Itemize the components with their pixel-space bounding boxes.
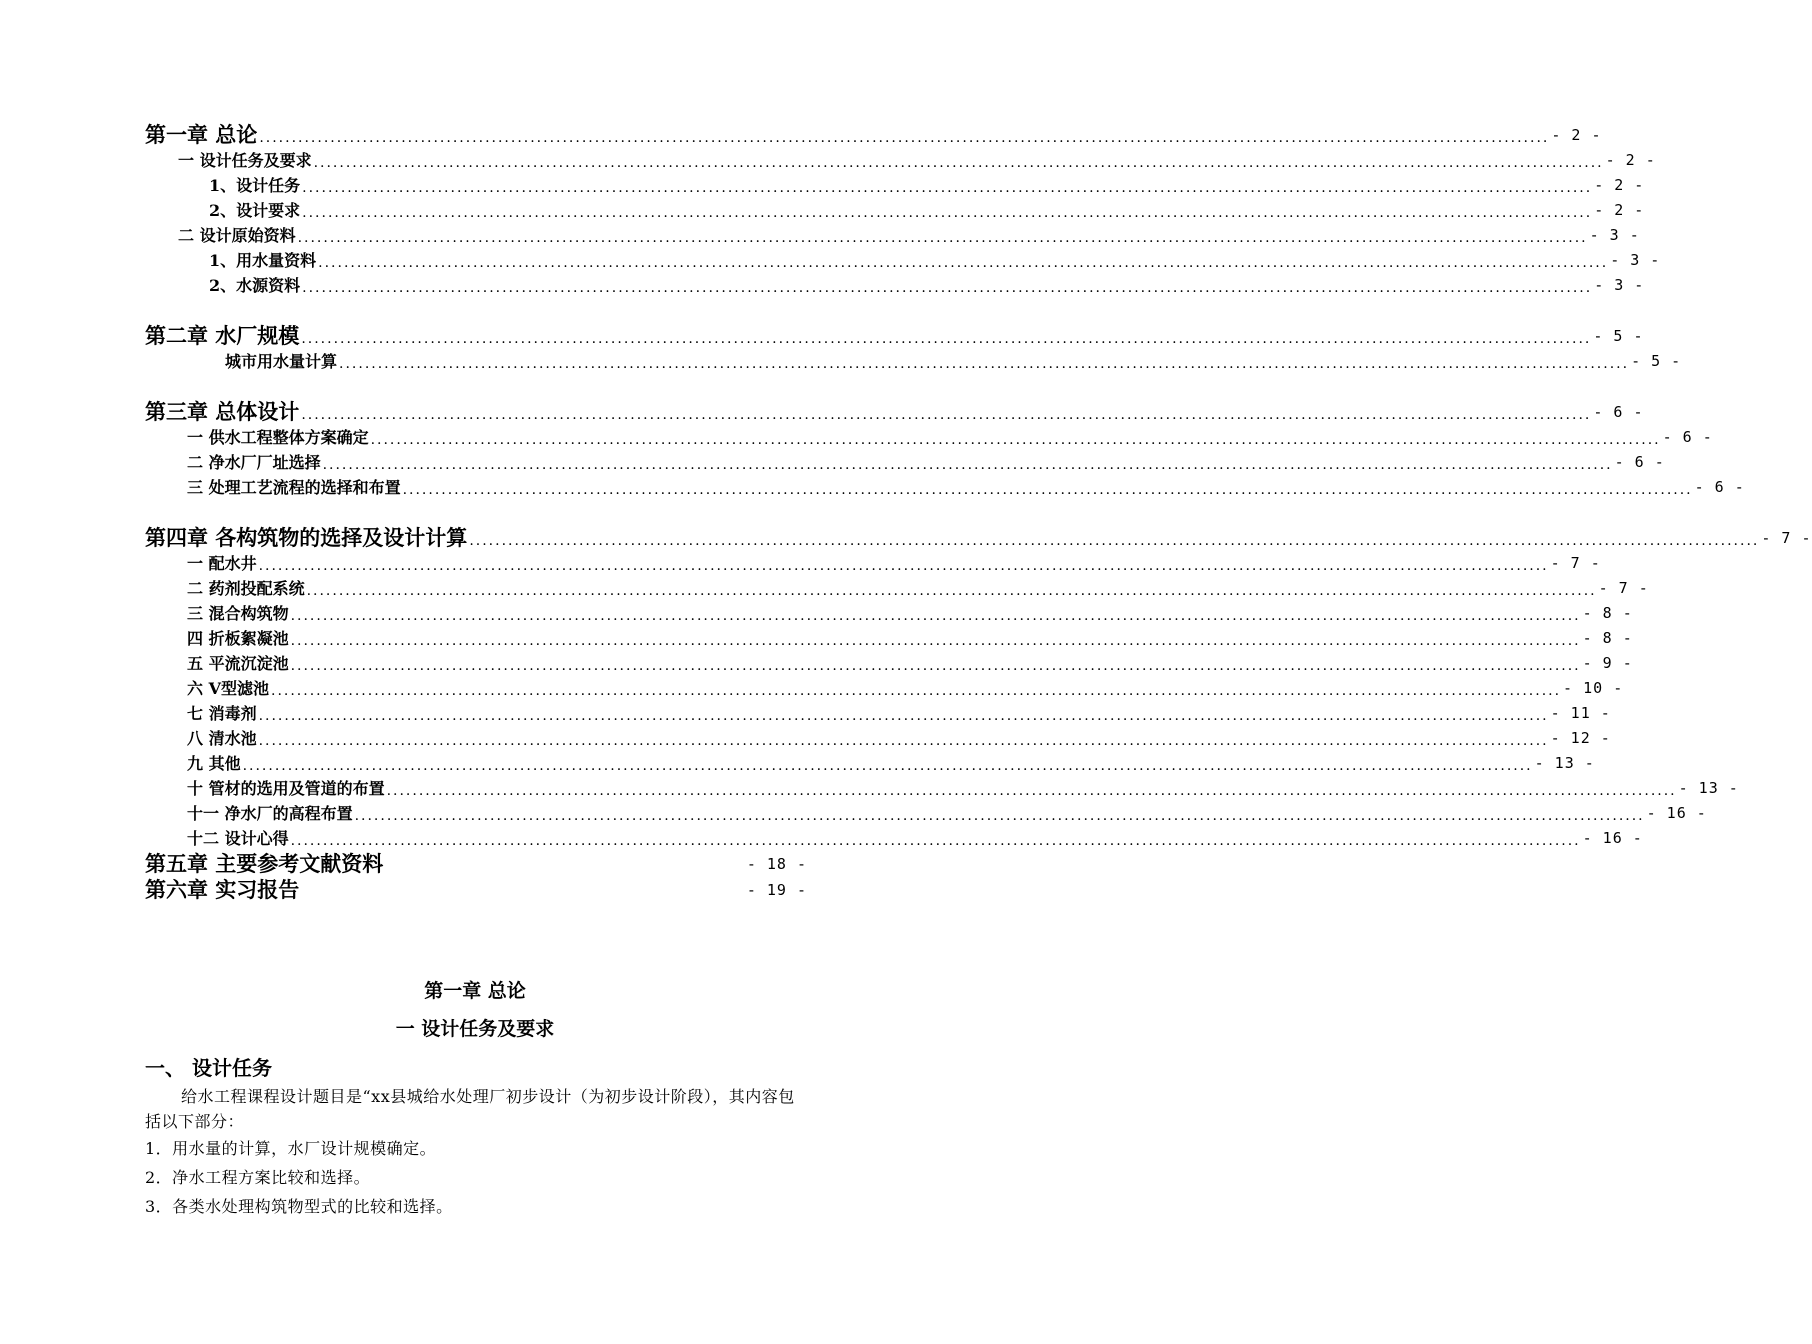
toc-dot-leader: ........................................................................................................................................................................................................ xyxy=(302,180,1593,196)
toc-entry-line[interactable] xyxy=(145,148,1656,173)
toc-dot-leader: ........................................................................................................................................................................................................ xyxy=(290,633,1581,649)
toc-entry-line[interactable] xyxy=(145,425,1713,450)
toc-page-number: - 2 - xyxy=(1551,126,1602,144)
toc-dot-leader: ........................................................................................................................................................................................................ xyxy=(339,356,1630,372)
toc-dot-leader: ........................................................................................................................................................................................................ xyxy=(354,808,1645,824)
toc-page-number: - 2 - xyxy=(1594,201,1645,219)
toc-label: 第六章 实习报告 xyxy=(145,877,300,902)
toc-page-number: - 7 - xyxy=(1550,554,1601,572)
toc-page-number: - 7 - xyxy=(1598,579,1649,597)
toc-label: 一 设计任务及要求 xyxy=(178,151,312,170)
toc-entry-line[interactable] xyxy=(145,651,1633,676)
toc-dot-leader: ........................................................................................................................................................................................................ xyxy=(302,205,1593,221)
toc-chapter-line[interactable] xyxy=(145,323,1644,349)
toc-label: 2、设计要求 xyxy=(209,201,301,220)
toc-entry-line[interactable] xyxy=(145,551,1601,576)
toc-entry-line[interactable] xyxy=(145,701,1611,726)
toc-page-number: - 11 - xyxy=(1550,704,1611,722)
toc-dot-leader: ........................................................................................................................................................................................................ xyxy=(301,331,1592,347)
toc-dot-leader: ........................................................................................................................................................................................................ xyxy=(290,658,1581,674)
toc-page-number: - 2 - xyxy=(1605,151,1656,169)
toc-dot-leader: ........................................................................................................................................................................................................ xyxy=(322,457,1613,473)
toc-label: 1、用水量资料 xyxy=(209,251,317,270)
toc-dot-leader: ........................................................................................................................................................................................................ xyxy=(297,230,1588,246)
toc-page-number: - 3 - xyxy=(1594,276,1645,294)
toc-dot-leader: ........................................................................................................................................................................................................ xyxy=(290,833,1581,849)
toc-label: 三 混合构筑物 xyxy=(187,604,289,623)
toc-page-number: - 8 - xyxy=(1582,604,1633,622)
toc-page-number: - 5 - xyxy=(1593,327,1644,345)
toc-entry-line[interactable] xyxy=(145,248,1661,273)
toc-label: 二 药剂投配系统 xyxy=(187,579,305,598)
toc-dot-leader: ........................................................................................................................................................................................................ xyxy=(271,683,1562,699)
table-of-contents xyxy=(145,122,1812,903)
toc-gap xyxy=(145,374,807,399)
toc-dot-leader: ........................................................................................................................................................................................................ xyxy=(258,708,1549,724)
toc-chapter-line[interactable] xyxy=(145,122,1602,148)
toc-chapter-line[interactable] xyxy=(145,851,807,877)
toc-entry-line[interactable] xyxy=(145,475,1745,500)
toc-label: 三 处理工艺流程的选择和布置 xyxy=(187,478,401,497)
toc-gap xyxy=(145,500,807,525)
toc-chapter-line[interactable] xyxy=(145,877,807,903)
toc-page-number: - 6 - xyxy=(1593,403,1644,421)
intro-paragraph: 给水工程课程设计题目是“xx县城给水处理厂初步设计（为初步设计阶段），其内容包括以下部分： xyxy=(145,1087,795,1131)
toc-page-number: - 19 - xyxy=(746,881,807,899)
toc-label: 十一 净水厂的高程布置 xyxy=(187,804,353,823)
chapter-title: 第一章 总论 xyxy=(424,980,526,1002)
toc-entry-line[interactable] xyxy=(145,776,1739,801)
toc-page-number: - 6 - xyxy=(1694,478,1745,496)
toc-label: 四 折板絮凝池 xyxy=(187,629,289,648)
toc-label: 第五章 主要参考文献资料 xyxy=(145,851,384,876)
toc-dot-leader: ........................................................................................................................................................................................................ xyxy=(242,758,1533,774)
toc-page-number: - 7 - xyxy=(1761,529,1812,547)
toc-label: 一 供水工程整体方案确定 xyxy=(187,428,369,447)
toc-label: 第二章 水厂规模 xyxy=(145,323,300,348)
list-item: 2．净水工程方案比较和选择。 xyxy=(145,1168,371,1187)
toc-dot-leader: ........................................................................................................................................................................................................ xyxy=(302,280,1593,296)
toc-page-number: - 6 - xyxy=(1662,428,1713,446)
toc-label: 十二 设计心得 xyxy=(187,829,289,848)
section-title: 一 设计任务及要求 xyxy=(395,1018,555,1040)
toc-entry-line[interactable] xyxy=(145,576,1649,601)
toc-entry-line[interactable] xyxy=(145,223,1640,248)
toc-entry-line[interactable] xyxy=(145,198,1645,223)
toc-label: 九 其他 xyxy=(187,754,241,773)
toc-dot-leader: ........................................................................................................................................................................................................ xyxy=(386,783,1677,799)
toc-entry-line[interactable] xyxy=(145,601,1633,626)
toc-dot-leader: ........................................................................................................................................................................................................ xyxy=(290,608,1581,624)
toc-entry-line[interactable] xyxy=(145,173,1645,198)
toc-page-number: - 6 - xyxy=(1614,453,1665,471)
toc-entry-line[interactable] xyxy=(145,349,1682,374)
toc-dot-leader: ........................................................................................................................................................................................................ xyxy=(258,733,1549,749)
toc-label: 五 平流沉淀池 xyxy=(187,654,289,673)
toc-label: 二 净水厂厂址选择 xyxy=(187,453,321,472)
toc-entry-line[interactable] xyxy=(145,273,1645,298)
toc-entry-line[interactable] xyxy=(145,801,1707,826)
toc-entry-line[interactable] xyxy=(145,751,1595,776)
toc-chapter-line[interactable] xyxy=(145,399,1644,425)
toc-label: 二 设计原始资料 xyxy=(178,226,296,245)
toc-page-number: - 12 - xyxy=(1550,729,1611,747)
toc-entry-line[interactable] xyxy=(145,450,1665,475)
toc-label: 第四章 各构筑物的选择及设计计算 xyxy=(145,525,468,550)
toc-label: 八 清水池 xyxy=(187,729,257,748)
toc-page-number: - 2 - xyxy=(1594,176,1645,194)
toc-label: 一 配水井 xyxy=(187,554,257,573)
toc-page-number: - 18 - xyxy=(746,855,807,873)
subsection-title: 一、 设计任务 xyxy=(145,1056,272,1080)
toc-dot-leader: ........................................................................................................................................................................................................ xyxy=(259,130,1550,146)
toc-entry-line[interactable] xyxy=(145,626,1633,651)
toc-label: 第一章 总论 xyxy=(145,122,258,147)
toc-page-number: - 3 - xyxy=(1610,251,1661,269)
toc-page-number: - 13 - xyxy=(1678,779,1739,797)
toc-entry-line[interactable] xyxy=(145,676,1624,701)
toc-label: 六 V型滤池 xyxy=(187,679,269,698)
toc-page-number: - 16 - xyxy=(1582,829,1643,847)
toc-label: 第三章 总体设计 xyxy=(145,399,300,424)
toc-dot-leader: ........................................................................................................................................................................................................ xyxy=(469,533,1760,549)
toc-gap xyxy=(145,298,807,323)
toc-dot-leader: ........................................................................................................................................................................................................ xyxy=(402,482,1693,498)
list-item: 1．用水量的计算，水厂设计规模确定。 xyxy=(145,1139,437,1158)
toc-label: 十 管材的选用及管道的布置 xyxy=(187,779,385,798)
toc-page-number: - 16 - xyxy=(1646,804,1707,822)
toc-dot-leader: ........................................................................................................................................................................................................ xyxy=(313,155,1604,171)
toc-dot-leader: ........................................................................................................................................................................................................ xyxy=(301,407,1592,423)
toc-page-number: - 3 - xyxy=(1589,226,1640,244)
toc-page-number: - 8 - xyxy=(1582,629,1633,647)
toc-label: 七 消毒剂 xyxy=(187,704,257,723)
toc-page-number: - 13 - xyxy=(1534,754,1595,772)
toc-page-number: - 9 - xyxy=(1582,654,1633,672)
toc-chapter-line[interactable] xyxy=(145,525,1812,551)
toc-dot-leader: ........................................................................................................................................................................................................ xyxy=(258,558,1549,574)
list-item: 3．各类水处理构筑物型式的比较和选择。 xyxy=(145,1197,453,1216)
toc-label: 1、设计任务 xyxy=(209,176,301,195)
toc-page-number: - 10 - xyxy=(1563,679,1624,697)
toc-dot-leader: ........................................................................................................................................................................................................ xyxy=(318,255,1609,271)
toc-entry-line[interactable] xyxy=(145,826,1643,851)
toc-dot-leader: ........................................................................................................................................................................................................ xyxy=(370,432,1661,448)
toc-label: 城市用水量计算 xyxy=(225,352,338,371)
toc-page-number: - 5 - xyxy=(1631,352,1682,370)
toc-entry-line[interactable] xyxy=(145,726,1611,751)
toc-label: 2、水源资料 xyxy=(209,276,301,295)
toc-dot-leader: ........................................................................................................................................................................................................ xyxy=(306,583,1597,599)
